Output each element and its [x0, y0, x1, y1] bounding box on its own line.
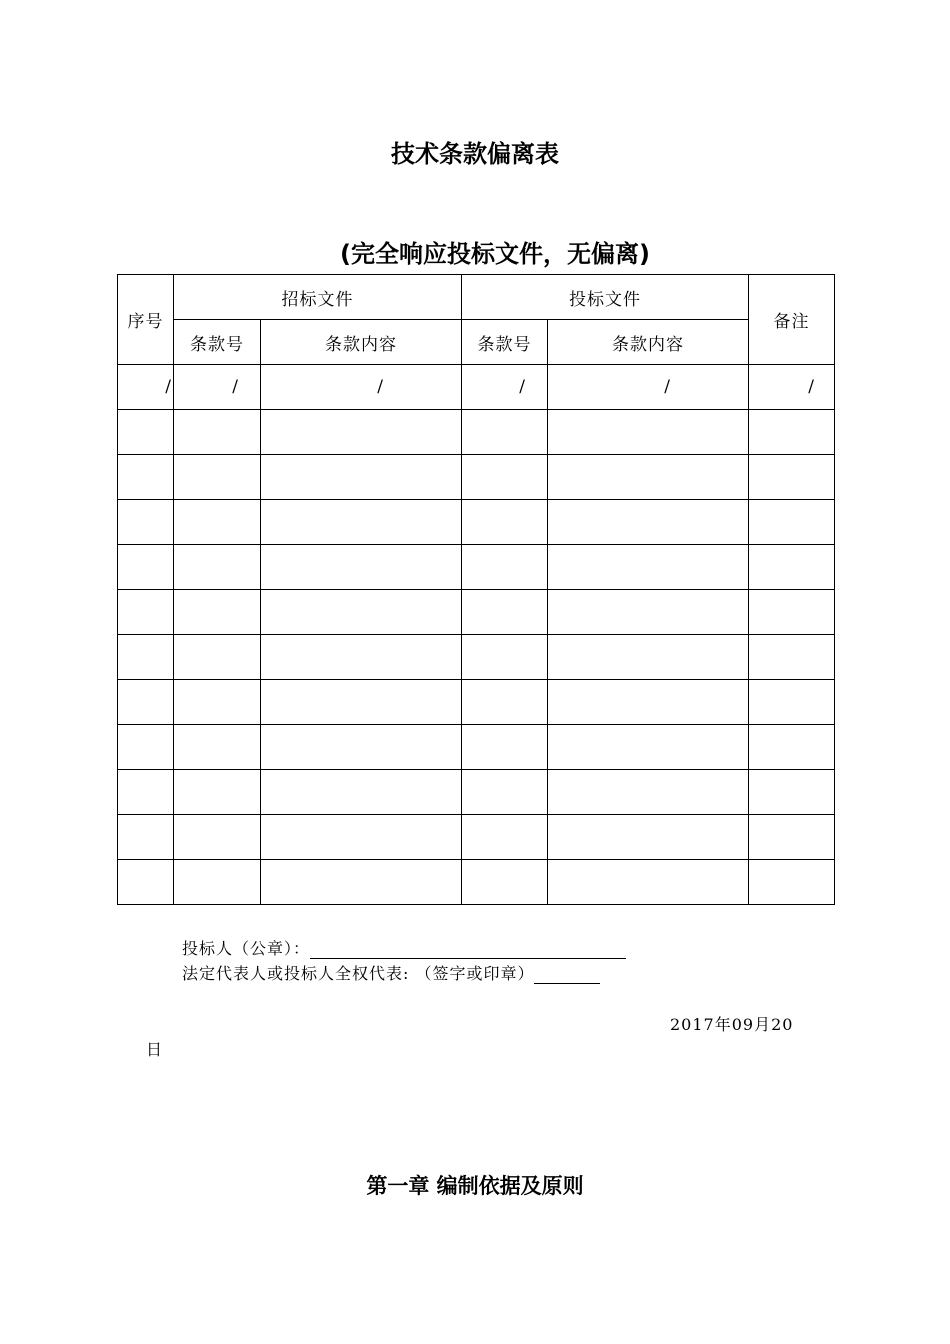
table-cell[interactable] [174, 635, 261, 680]
table-cell: / [174, 365, 261, 410]
table-header-row [118, 275, 835, 320]
table-cell[interactable] [548, 815, 749, 860]
table-cell[interactable] [548, 455, 749, 500]
table-cell[interactable] [749, 680, 835, 725]
table-cell[interactable] [174, 770, 261, 815]
table-cell[interactable] [118, 635, 174, 680]
table-cell[interactable] [174, 725, 261, 770]
chapter-heading: 第一章 编制依据及原则 [366, 1174, 584, 1198]
table-cell[interactable] [548, 635, 749, 680]
header-tender-doc: 招标文件 [174, 275, 462, 320]
table-cell[interactable] [749, 860, 835, 905]
table-cell[interactable] [118, 815, 174, 860]
table-cell[interactable] [174, 815, 261, 860]
table-cell: / [118, 365, 174, 410]
table-cell[interactable] [118, 770, 174, 815]
table-cell[interactable] [462, 545, 548, 590]
table-row [118, 455, 835, 500]
table-cell[interactable] [462, 410, 548, 455]
subheader-tender-clause-content: 条款内容 [261, 320, 462, 365]
table-cell[interactable] [174, 590, 261, 635]
table-row [118, 860, 835, 905]
table-row [118, 725, 835, 770]
table-cell[interactable] [174, 410, 261, 455]
table-cell[interactable] [462, 500, 548, 545]
table-cell[interactable] [548, 410, 749, 455]
table-row [118, 635, 835, 680]
table-cell[interactable] [462, 680, 548, 725]
representative-label: 法定代表人或投标人全权代表: （签字或印章） [182, 964, 535, 983]
document-date: 2017年09月20 [670, 1015, 794, 1034]
table-cell[interactable] [749, 725, 835, 770]
table-cell[interactable] [548, 590, 749, 635]
representative-sign-blank[interactable] [534, 967, 600, 984]
table-cell: / [749, 365, 835, 410]
table-cell[interactable] [548, 500, 749, 545]
page-title: 技术条款偏离表 [391, 140, 559, 168]
table-cell[interactable] [749, 410, 835, 455]
table-cell[interactable] [118, 860, 174, 905]
table-cell[interactable] [749, 500, 835, 545]
header-seq: 序号 [118, 275, 174, 365]
table-row [118, 545, 835, 590]
table-row [118, 680, 835, 725]
table-cell[interactable] [261, 635, 462, 680]
subheader-bid-clause-content: 条款内容 [548, 320, 749, 365]
table-cell[interactable] [118, 410, 174, 455]
table-cell[interactable] [174, 545, 261, 590]
bidder-signature-line [182, 936, 626, 959]
table-cell[interactable] [174, 860, 261, 905]
table-cell[interactable] [118, 590, 174, 635]
table-cell: / [261, 365, 462, 410]
table-cell[interactable] [749, 635, 835, 680]
header-bid-doc: 投标文件 [462, 275, 749, 320]
table-cell[interactable] [462, 455, 548, 500]
table-cell[interactable] [118, 500, 174, 545]
bidder-seal-blank[interactable] [310, 942, 626, 959]
subheader-bid-clause-no: 条款号 [462, 320, 548, 365]
table-cell[interactable] [462, 635, 548, 680]
table-cell[interactable] [118, 725, 174, 770]
table-cell[interactable] [118, 455, 174, 500]
table-cell[interactable] [174, 500, 261, 545]
table-cell[interactable] [261, 455, 462, 500]
table-cell[interactable] [174, 455, 261, 500]
table-cell[interactable] [261, 770, 462, 815]
table-cell[interactable] [261, 860, 462, 905]
header-remark: 备注 [749, 275, 835, 365]
deviation-table [117, 274, 835, 905]
table-row [118, 410, 835, 455]
table-cell[interactable] [261, 410, 462, 455]
table-cell[interactable] [548, 725, 749, 770]
table-cell: / [548, 365, 749, 410]
table-cell[interactable] [118, 545, 174, 590]
representative-signature-line [182, 961, 600, 984]
table-cell[interactable] [749, 815, 835, 860]
table-cell[interactable] [462, 815, 548, 860]
bidder-label: 投标人（公章）： [182, 939, 311, 958]
table-cell[interactable] [261, 725, 462, 770]
table-cell[interactable] [749, 770, 835, 815]
table-cell[interactable] [548, 545, 749, 590]
table-cell[interactable] [261, 680, 462, 725]
table-cell[interactable] [462, 770, 548, 815]
table-row [118, 590, 835, 635]
table-cell[interactable] [749, 545, 835, 590]
table-row [118, 815, 835, 860]
table-cell[interactable] [749, 455, 835, 500]
document-date-tail: 日 [146, 1040, 163, 1059]
table-cell[interactable] [261, 545, 462, 590]
table-cell[interactable] [462, 590, 548, 635]
subheader-tender-clause-no: 条款号 [174, 320, 261, 365]
table-row [118, 500, 835, 545]
table-cell[interactable] [749, 590, 835, 635]
table-cell[interactable] [462, 725, 548, 770]
table-cell[interactable] [174, 680, 261, 725]
table-cell[interactable] [548, 680, 749, 725]
table-cell[interactable] [462, 860, 548, 905]
table-cell[interactable] [261, 590, 462, 635]
page-subtitle: (完全响应投标文件，无偏离) [340, 240, 650, 268]
table-cell[interactable] [261, 500, 462, 545]
table-row [118, 365, 835, 410]
table-cell[interactable] [548, 860, 749, 905]
table-cell[interactable] [261, 815, 462, 860]
table-subheader-row [118, 320, 835, 365]
table-cell[interactable] [548, 770, 749, 815]
table-cell: / [462, 365, 548, 410]
table-row [118, 770, 835, 815]
table-cell[interactable] [118, 680, 174, 725]
